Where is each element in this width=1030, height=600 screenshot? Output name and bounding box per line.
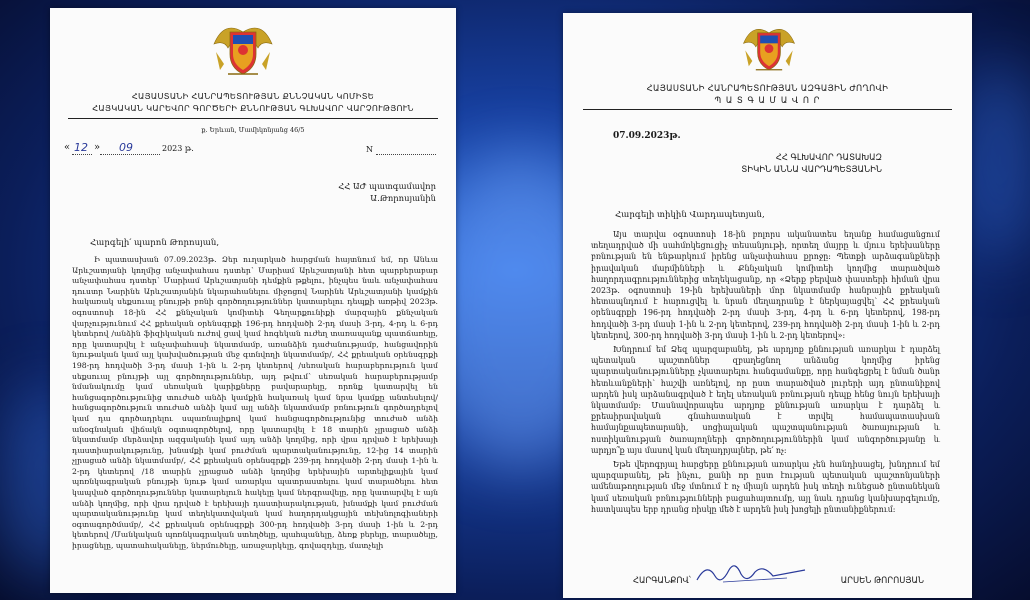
letter-body [72, 255, 438, 555]
issuer-header-line1: ՀԱՅԱՍՏԱՆԻ ՀԱՆՐԱՊԵՏՈՒԹՅԱՆ ՔՆՆՉԱԿԱՆ ԿՈՄԻՏԵ [131, 91, 375, 101]
issuer-header-line2: Պ Ա Տ Գ Ա Մ Ա Վ Ո Ր [714, 95, 821, 105]
header-divider [68, 118, 438, 119]
body-paragraph: Ի պատասխան 07.09.2023թ. Ձեր ուղարկած հարցման հայտնում եմ, որ Անևա Արևշատյանի կողմից անչափահաս դստեր՝ Մարիամ Արևշատյանի հետ պարբերաբար անչափահաս դստեր՝ Մարիամ Արևշատյանի դեմքին թքելու, ինչպես նաև անչափահաս դուստր Նարինե Արևշատյանին նկարահանելու միջոցով Նարինե Արևշատյանի կամքին հակառակ սեքսուալ բնույթի բռնի գործողություններ կատարելու դեպքի առթիվ 2023թ. օգոստոսի 18-ին ՀՀ քննչական կոմիտեի Գեղարքունիքի մարզային քննչական վարչությունում ՀՀ քրեական օրենսգրքի 196-րդ հոդվածի 2-րդ մասի 3-րդ, 4-րդ և 6-րդ կետերով /անձին ֆիզիկական ուժով ցավ կամ հոգեկան ուժեղ տառապանք պատճառելը, որը կատարվել է անչափահասի նկատմամբ, առանձին դաժանությամբ, հանցավորին նյութական կամ այլ կախվածության մեջ գտնվողի նկատմամբ/, ՀՀ քրեական օրենսգրքի 198-րդ հոդվածի 3-րդ մասի 1-ին և 2-րդ կետերով /սեռական հարաբերություն կամ սեքսուալ բնույթի այլ գործողություններ, այդ թվում՝ սեռական հարաբերությամբ նմանակումը կամ սեռական կարիքները բավարարելը, որոնք կատարվել են հանցագործությունից տուժած անձի կամքին հակառակ կամ նրա կամքը անտեսելով/ հանցագործություն տուժած անձի կամ այլ անձի նկատմամբ բռնություն գործադրելով կամ դա գործադրելու սպառնալիքով կամ հանցագործությունից տուժած անձի անօգնական վիճակն օգտագործելով, որը կատարվել է 18 տարին չլրացած անձի նկատմամբ մերձավոր ազգականի կամ այդ անձի կողմից, որի վրա դրված է երեխայի դաստիարակությունը, խնամքի կամ բուժման պարտականությունը, 12-ից 14 տարին չլրացած անձի նկատմամբ/, ՀՀ քրեական օրենսգրքի 239-րդ հոդվածի 2-րդ մասի 1-ին և 2-րդ կետերով /18 տարին չլրացած անձի կողմից երեխային արտելիքային կամ պոռնկագրական բնույթի նյութ կամ առարկա պատրաստելու կամ տարածելու հետ կապված գործողություններ կատարելուն հակելը կամ ներգրավելը, որը կատարվել է այն անձի կողմից, որի վրա դրված է երեխայի դաստիարակության, խնամքի կամ բուժման պարտականությունը կամ տեղեկատվական կամ հաղորդակցային տեխնոլոգիաների օգտագործմամբ/, ՀՀ քրեական օրենսգրքի 300-րդ հոդվածի 3-րդ մասի 1-ին և 2-րդ կետերով /Մանկական պոռնկագրական ստեղծելը, պահպանելը, ձեռք բերելը, տարածելը, իրացնելը, պատահականելը, ներմուծելը, առաջարկելը, գովազդելը, մատչելի [72, 255, 438, 551]
handwritten-signature [693, 558, 813, 590]
salutation: Հարգելի տիկին Վարդապետյան, [615, 210, 765, 220]
left-document-page [50, 8, 456, 593]
signer-name: ԱՐՍԵՆ ԹՈՐՈՍՅԱՆ [840, 575, 924, 585]
recipient-block [741, 151, 882, 175]
date-day-line [72, 154, 92, 155]
coat-of-arms-icon [210, 14, 276, 80]
issuer-header-line2: ՀԱՅԿԱԿԱՆ ԿԱՐԵՎՈՐ ԳՈՐԾԵՐԻ ՔՆՆՈՒԹՅԱՆ ԳԼԽԱՎՈՐ ՎԱՐՉՈՒԹՅՈՒՆ [92, 103, 414, 113]
issuer-header-line1: ՀԱՅԱՍՏԱՆԻ ՀԱՆՐԱՊԵՏՈՒԹՅԱՆ ԱԶԳԱՅԻՆ ԺՈՂՈՎԻ [646, 83, 889, 93]
salutation: Հարգելի՛ պարոն Թորոսյան, [90, 238, 220, 248]
recipient-line1: ՀՀ ԳԼԽԱՎՈՐ ԴԱՏԱԽԱԶ [775, 152, 882, 162]
date-year: 2023 թ. [162, 144, 194, 153]
date-month-line [100, 154, 160, 155]
date-month: 09 [119, 141, 133, 154]
letter-body [591, 229, 940, 518]
recipient-line2: ՏԻԿԻՆ ԱՆՆԱ ՎԱՐԴԱՊԵՏՅԱՆԻՆ [741, 164, 882, 174]
body-paragraph: Խնդրում եմ Ձեզ պարզաբանել, թե արդյոք քննության առարկա է դարձել պետական պաշտոններ զբաղեցնող անձանց կողմից իրենց պարտականությունները չկատարելու հանգամանքը, որը հանգեցրել է նման ծանր հետևանքների՝ հաշվի առնելով, որ ըստ տարածված լուրերի այդ ընտանիքով արդեն իսկ արձանագրված է եղել սեռական բռնության դեպք հենց նույն երեխայի նկատմամբ: Մասնավորապես արդյոք քննության առարկա է դարձել և քրեաիրավական գնահատական է տրվել համապատասխան համայնքապետարանի, սոցիալական պաշտպանության ծառայության և ոստիկանության ծառայողների գործողություններին կամ անգործությանը և արդյո՞ք այս մասով կան մեղադրյալներ, թե՛ ոչ: [591, 345, 940, 455]
document-number-label: N [366, 145, 373, 154]
body-paragraph: Եթե վերոգրյալ հարցերը քննության առարկա չեն հանդիսացել, խնդրում եմ պարզաբանել, թե ինչու, քանի որ ըստ էության պետական պաշտոնյաների ամենաթողության մեջ մտնում է ոչ միայն արդեն իսկ տեղի ունեցած ընտանեկան կամ սեռական բռնությունների բացահայտումը, այլ նաև դրանց կանխարգելումը, հատկապես երբ դրանց ռիսկը մեծ է արդեն իսկ խոցելի ընտանիքներում: [591, 460, 940, 514]
recipient-line1: ՀՀ ԱԺ պատգամավոր [338, 181, 436, 191]
body-paragraph: Այս տարվա օգոստոսի 18-ին բոլորս ականատես եղանք համացանցում տեղադրված մի սահմռկեցուցիչ տեսանյութի, որտեղ մայրը և մյուս երեխաները բռնության են ենթարկում իրենց անչափահաս քրոջը: Պետքի արձագանքների իրավական մարմինների և Քննչական կոմիտեի կողմից տարածված հաղորդագրություններից տեղեկացանք, որ «Ձերք բերված փաստերի հիման վրա 2023թ. օգոստոսի 19-ին երեխաների մոր նկատմամբ հանրային քրեական հետապնդում է հարուցվել և նրան մեղադրանք է ներկայացվել՝ ՀՀ քրեական օրենսգրքի 196-րդ հոդվածի 2-րդ մասի 3-րդ, 4-րդ և 6-րդ կետերով, 198-րդ հոդվածի 3-րդ մասի 1-ին և 2-րդ կետերով, 239-րդ հոդվածի 2-րդ մասի 1-ին և 2-րդ կետերով, 300-րդ հոդվածի 3-րդ մասի 1-ին և 2-րդ կետերով»: [591, 230, 940, 340]
recipient-line2: Ա.Թորոսյանին [370, 193, 436, 203]
date-field: « 12 » 09 2023 թ. [64, 141, 194, 154]
coat-of-arms-icon [740, 17, 798, 75]
issuer-address: ք. Երևան, Մամիկոնյանց 46/5 [201, 126, 305, 134]
document-number-line [376, 154, 436, 155]
recipient-block [338, 180, 436, 204]
right-document-page [563, 13, 972, 598]
header-divider [583, 109, 952, 110]
closing-label: ՀԱՐԳԱՆՔՈՎ՝ [633, 575, 691, 585]
letter-date: 07.09.2023թ. [613, 131, 681, 141]
date-day: 12 [74, 141, 88, 154]
